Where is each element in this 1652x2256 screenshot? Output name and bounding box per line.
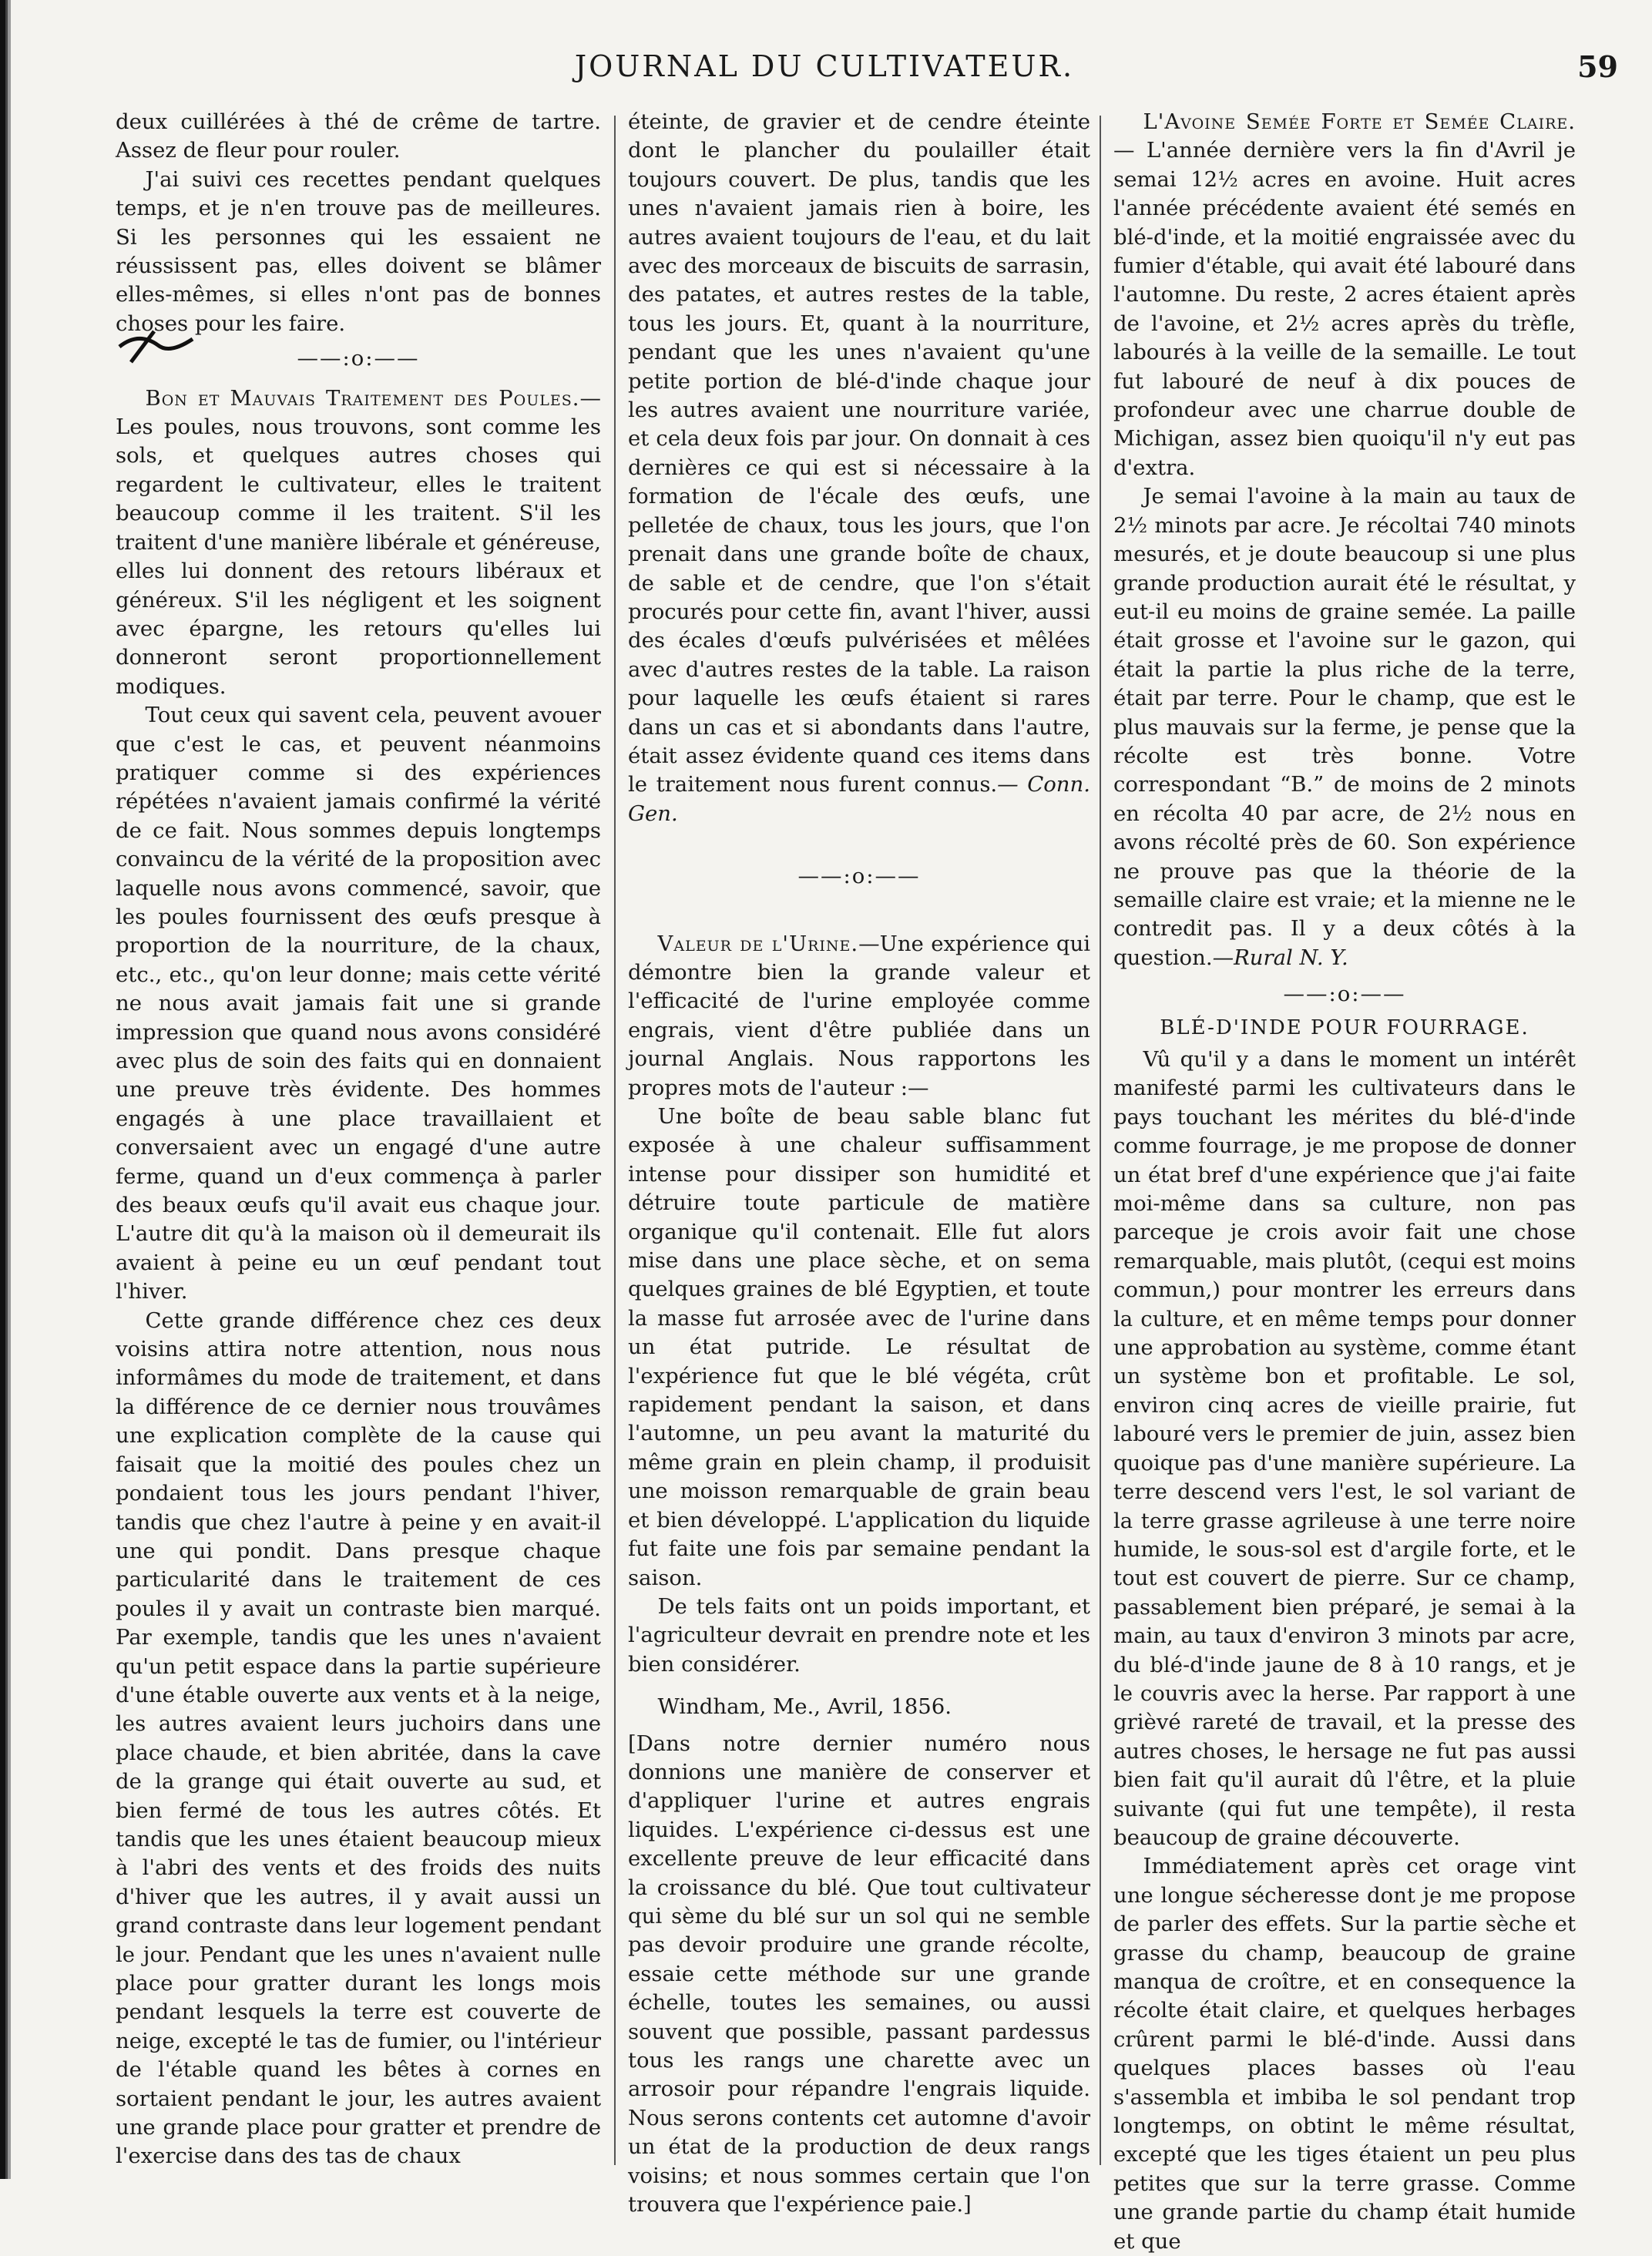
paragraph: Tout ceux qui savent cela, peuvent avouer que c'est le cas, et peuvent néanmoins pratiquer comme si des expériences répétées n'avaient jamais confirmé la vérité de ce fait. Nous sommes depuis longtemps convaincu de la vérité de la proposition avec laquelle nous avons commencé, savoir, que les poules fournissent des œufs presque à proportion de la nourriture, de la chaux, etc., etc., qu'on leur donne; mais cette vérité ne nous avait jamais fait une si grande impression que quand nous avons considéré avec plus de soin des faits qui en donnaient une preuve très évidente. Des hommes engagés à une place travaillaient et conversaient avec un engagé d'une autre ferme, quand un d'eux commença à parler des beaux œufs qu'il avait eus chaque jour. L'autre dit qu'à la maison où il demeurait ils avaient à peine eu un œuf pendant tout l'hiver.	[116, 703, 601, 1304]
journal-title: JOURNAL DU CULTIVATEUR.	[574, 49, 1075, 83]
page-header	[31, 49, 1618, 111]
paragraph: Une boîte de beau sable blanc fut exposée à une chaleur suffisamment intense pour dissiper son humidité et détruire toute particule de matière organique qu'il contenait. Elle fut alors mise dans une place sèche, et on sema quelques graines de blé Egyptien, et toute la masse fut arrosée avec de l'urine dans un état putride. Le résultat de l'expérience fut que le blé végéta, crût rapidement pendant la saison, et dans l'automne, un peu avant la maturité du même grain en plein champ, il produisit une moisson remarquable de grain beau et bien développé. L'application du liquide fut faite une fois par semaine pendant la saison.	[628, 1104, 1090, 1590]
article-title: Valeur de l'Urine.	[657, 931, 859, 956]
article-title: L'Avoine Semée Forte et Semée Claire.	[1143, 109, 1576, 134]
paragraph: De tels faits ont un poids important, et l'agriculteur devrait en prendre note et les bien considérer.	[628, 1593, 1090, 1677]
article-heading: BLÉ-D'INDE POUR FOURRAGE.	[1160, 1016, 1529, 1039]
article-text: —Les poules, nous trouvons, sont comme les sols, et quelques autres choses qui regardent le cultivateur, elles le traitent beaucoup comme il les traitent. S'il les traitent d'une manière libérale et généreuse, elles lui donnent des retours libéraux et généreux. S'il les négligent et les soignent avec épargne, les retours qu'elles lui donneront seront proportionnellement modiques.	[116, 385, 601, 699]
paragraph: Immédiatement après cet orage vint une longue sécheresse dont je me propose de parler des effets. Sur la partie sèche et grasse du champ, beaucoup de graine manqua de croître, et en consequence la récolte était claire, et quelques herbages crûrent parmi le blé-d'inde. Aussi dans quelques places basses où l'eau s'assembla et imbiba le sol pendant trop longtemps, on obtint le même résultat, excepté que les tiges étaient un peu plus petites que sur la terre grasse. Comme une grande partie du champ était humide et que	[1113, 1854, 1576, 2254]
editor-note: [Dans notre dernier numéro nous donnions une manière de conserver et d'appliquer l'urine et autres engrais liquides. L'expérience ci-dessus est une excellente preuve de leur efficacité dans la croissance du blé. Que tout cultivateur qui sème du blé sur un sol qui ne semble pas devoir produire une grande récolte, essaie cette méthode sur une grande échelle, toutes les semaines, ou aussi souvent que possible, passant pardessus tous les rangs une charette avec un arrosoir pour répandre l'engrais liquide. Nous serons contents cet automne d'avoir un état de la production de deux rangs voisins; et nous sommes certain que l'on trouvera que l'expérience paie.]	[628, 1731, 1090, 2217]
section-separator: ——:o:——	[297, 346, 420, 371]
article-paragraph	[116, 384, 601, 701]
article-paragraph	[628, 930, 1090, 1103]
source-attribution: —Rural N. Y.	[1212, 945, 1348, 970]
article-title: Bon et Mauvais Traitement des Poules.	[145, 385, 580, 411]
paragraph-text: Je semai l'avoine à la main au taux de 2½ minots par acre. Je récoltai 740 minots mesurés, et je doute beaucoup si une plus grande production aurait été le résultat, y eut-il eu moins de graine semée. La paille était grosse et l'avoine sur le gazon, qui était la partie la plus riche de la terre, était par terre. Pour le champ, que est le plus mauvais sur la ferme, je pense que la récolte est très bonne. Votre correspondant “B.” de moins de 2 minots en récolta 40 par acre, de 2½ nous en avons récolté près de 60. Son expérience ne prouve pas que la théorie de la semaille claire est vraie; et la mienne ne le contredit pas. Il y a deux côtés à la question.	[1113, 484, 1576, 970]
paragraph: J'ai suivi ces recettes pendant quelques temps, et je n'en trouve pas de meilleures. Si les personnes qui les essaient ne réussissent pas, elles doivent se blâmer elles-mêmes, si elles n'ont pas de bonnes choses pour les faire.	[116, 166, 601, 336]
section-separator: ——:o:——	[797, 864, 921, 889]
section-separator: ——:o:——	[1283, 982, 1406, 1007]
paragraph: Vû qu'il y a dans le moment un intérêt manifesté parmi les cultivateurs dans le pays touchant les mérites du blé-d'inde comme fourrage, je me propose de donner un état bref d'une expérience que j'ai faite moi-même dans sa culture, non pas parceque je crois avoir fait une chose remarquable, mais plutôt, (cequi est moins commun,) pour montrer les erreurs dans la culture, et en même temps pour donner une approbation au système, comme étant un système bon et profitable. Le sol, environ cinq acres de vieille prairie, fut labouré vers le premier de juin, assez bien quoique pas d'une manière supérieure. La terre descend vers l'est, le sol variant de la terre grasse agrileuse à une terre noire humide, le sous-sol est d'argile forte, et le tout est couvert de pierre. Sur ce champ, passablement bien préparé, je semai à la main, au taux d'environ 3 minots par acre, du blé-d'inde jaune de 8 à 10 rangs, et je le couvris avec la herse. Par rapport à une grièvé rareté de travail, et la presse des autres choses, le hersage ne fut pas aussi bien fait qu'il aurait dû l'être, et la pluie suivante (qui fut une tempête), il resta beaucoup de graine découverte.	[1113, 1047, 1576, 1850]
page-number: 59	[1577, 49, 1618, 84]
article-text: — L'année dernière vers la fin d'Avril je semai 12½ acres en avoine. Huit acres l'année précédente avaient été semés en blé-d'inde, et la moitié engraissée avec du fumier d'étable, qui avait été labouré dans l'automne. Du reste, 2 acres étaient après de l'avoine, et 2½ acres après du trèfle, labourés à la veille de la semaille. Le tout fut labouré de neuf à dix pouces de profondeur avec une charrue double de Michigan, assez bien quoiqu'il n'y eut pas d'extra.	[1113, 138, 1576, 480]
paragraph	[628, 108, 1090, 828]
paragraph: deux cuillérées à thé de crême de tartre. Assez de fleur pour rouler.	[116, 109, 601, 163]
paragraph-text: éteinte, de gravier et de cendre éteinte dont le plancher du poulailler était toujours couvert. De plus, tandis que les unes n'avaient jamais rien à boire, les autres avaient toujours de l'eau, et du lait avec des morceaux de biscuits de sarrasin, des patates, et autres restes de la table, tous les jours. Et, quant à la nourriture, pendant que les unes n'avaient qu'une petite portion de blé-d'inde chaque jour les autres avaient une nourriture variée, et cela deux fois par jour. On donnait à ces dernières ce qui est si nécessaire à la formation de l'écale des œufs, une pelletée de chaux, tous les jours, que l'on prenait dans une grande boîte de chaux, de sable et de cendre, que l'on s'était procurés pour cette fin, avant l'hiver, aussi des écales d'œufs pulvérisées et mêlées avec d'autres restes de la table. La raison pour laquelle les œufs étaient si rares dans un cas et si abondants dans l'autre, était assez évidente quand ces items dans le traitement nous furent connus.	[628, 109, 1090, 797]
column-rule	[1100, 116, 1101, 2165]
column-3	[1113, 108, 1576, 2254]
paragraph: Cette grande différence chez ces deux voisins attira notre attention, nous nous informâmes du mode de traitement, et dans la différence de ce dernier nous trouvâmes une explication complète de la cause qui faisait que la moitié des poules chez un pondaient tous les jours pendant l'hiver, tandis que chez l'autre à peine y en avait-il une qui pondit. Dans presque chaque particularité dans le traitement de ces poules il y avait un contraste bien marqué. Par exemple, tandis que les unes n'avaient qu'un petit espace dans la partie supérieure d'une étable ouverte aux vents et à la neige, les autres avaient leurs juchoirs dans une place chaude, et bien abritée, dans la cave de la grange qui était ouverte au sud, et bien fermé de tous les autres côtés. Et tandis que les unes étaient beaucoup mieux à l'abri des vents et des froids des nuits d'hiver que les autres, il y avait aussi un grand contraste dans leur logement pendant le jour. Pendant que les unes n'avaient nulle place pour gratter durant les longs mois pendant lesquels la terre est couverte de neige, excepté le tas de fumier, ou l'intérieur de l'étable quand les bêtes à cornes en sortaient pendant le jour, les autres avaient une grande place pour gratter et prendre de l'exercise dans des tas de chaux	[116, 1308, 601, 2169]
article-text: —Une expérience qui démontre bien la grande valeur et l'efficacité de l'urine employée comme engrais, vient d'être publiée dans un journal Anglais. Nous rapportons les propres mots de l'auteur :—	[628, 931, 1090, 1100]
article-paragraph	[1113, 108, 1576, 482]
column-rule	[614, 116, 616, 2165]
dateline: Windham, Me., Avril, 1856.	[657, 1694, 952, 1720]
source-attribution: — Conn. Gen.	[628, 772, 1090, 826]
paragraph	[1113, 482, 1576, 972]
column-1	[116, 108, 601, 2169]
binding-edge	[0, 0, 11, 2179]
column-2	[628, 108, 1090, 2217]
